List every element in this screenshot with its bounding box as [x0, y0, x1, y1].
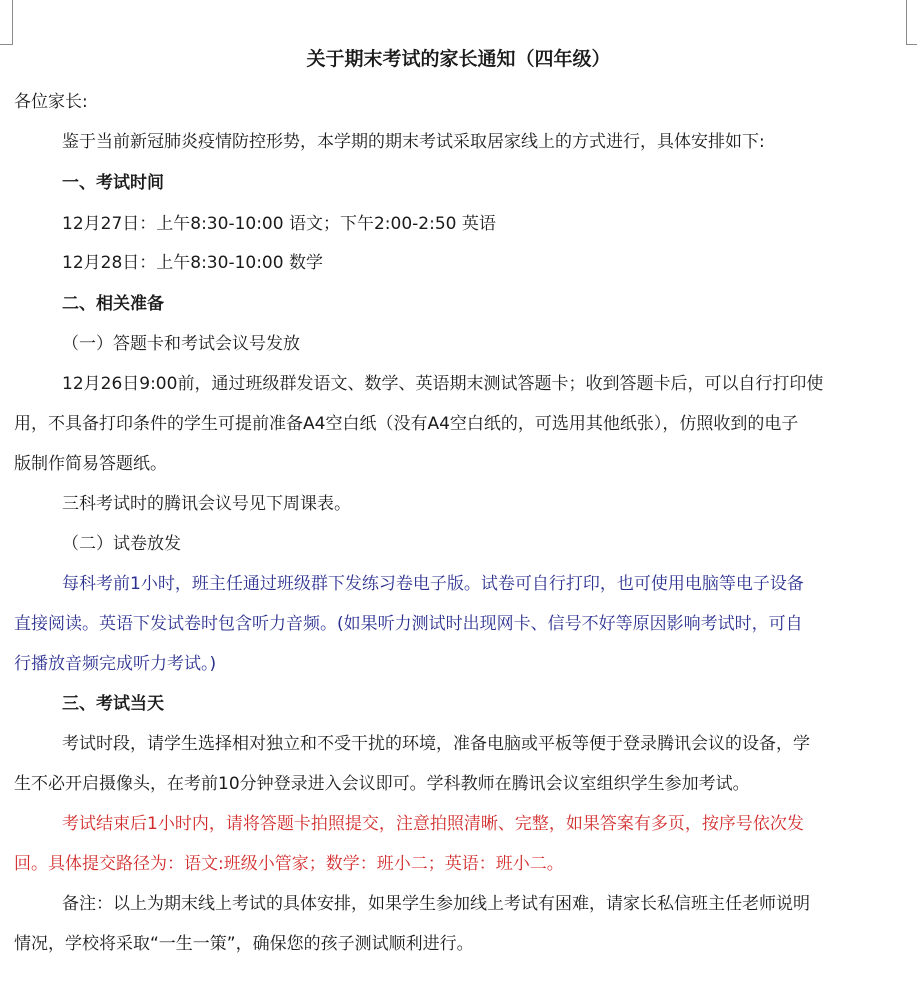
paragraph-line: 版制作简易答题纸。 [14, 454, 167, 474]
subsection-heading-answer-sheet: （一）答题卡和考试会议号发放 [62, 334, 300, 354]
schedule-line: 12月28日：上午8:30-10:00 数学 [62, 253, 323, 273]
remark-line: 情况，学校将采取“一生一策”，确保您的孩子测试顺利进行。 [14, 934, 474, 954]
paragraph-line-red: 考试结束后1小时内，请将答题卡拍照提交，注意拍照清晰、完整，如果答案有多页，按序号依次发 [62, 814, 804, 834]
section-heading-exam-day: 三、考试当天 [62, 694, 164, 714]
document-title: 关于期末考试的家长通知（四年级） [306, 48, 611, 70]
section-heading-exam-time: 一、考试时间 [62, 173, 164, 193]
paragraph-line-blue: 每科考前1小时，班主任通过班级群下发练习卷电子版。试卷可自行打印，也可使用电脑等电子设备 [62, 574, 804, 594]
section-heading-preparation: 二、相关准备 [62, 294, 164, 314]
subsection-heading-paper-distribution: （二）试卷放发 [62, 534, 181, 554]
greeting: 各位家长: [14, 92, 88, 112]
paragraph-line-blue: 行播放音频完成听力考试。) [14, 654, 217, 674]
paragraph-line: 12月26日9:00前，通过班级群发语文、数学、英语期末测试答题卡；收到答题卡后，可以自行打印使 [62, 374, 824, 394]
paragraph-line: 考试时段，请学生选择相对独立和不受干扰的环境，准备电脑或平板等便于登录腾讯会议的设备，学 [62, 734, 810, 754]
intro-paragraph: 鉴于当前新冠肺炎疫情防控形势，本学期的期末考试采取居家线上的方式进行，具体安排如下: [62, 132, 765, 152]
schedule-line: 12月27日：上午8:30-10:00 语文；下午2:00-2:50 英语 [62, 214, 496, 234]
paragraph-line-red: 回。具体提交路径为：语文:班级小管家；数学：班小二；英语：班小二。 [14, 854, 564, 874]
paragraph-line: 生不必开启摄像头，在考前10分钟登录进入会议即可。学科教师在腾讯会议室组织学生参加考试。 [14, 774, 750, 794]
remark-line: 备注：以上为期末线上考试的具体安排，如果学生参加线上考试有困难，请家长私信班主任老师说明 [62, 894, 810, 914]
paragraph-line-blue: 直接阅读。英语下发试卷时包含听力音频。(如果听力测试时出现网卡、信号不好等原因影响考试时，可自 [14, 614, 803, 634]
meeting-number-note: 三科考试时的腾讯会议号见下周课表。 [62, 494, 351, 514]
paragraph-line: 用，不具备打印条件的学生可提前准备A4空白纸（没有A4空白纸的，可选用其他纸张），仿照收到的电子 [14, 414, 799, 434]
